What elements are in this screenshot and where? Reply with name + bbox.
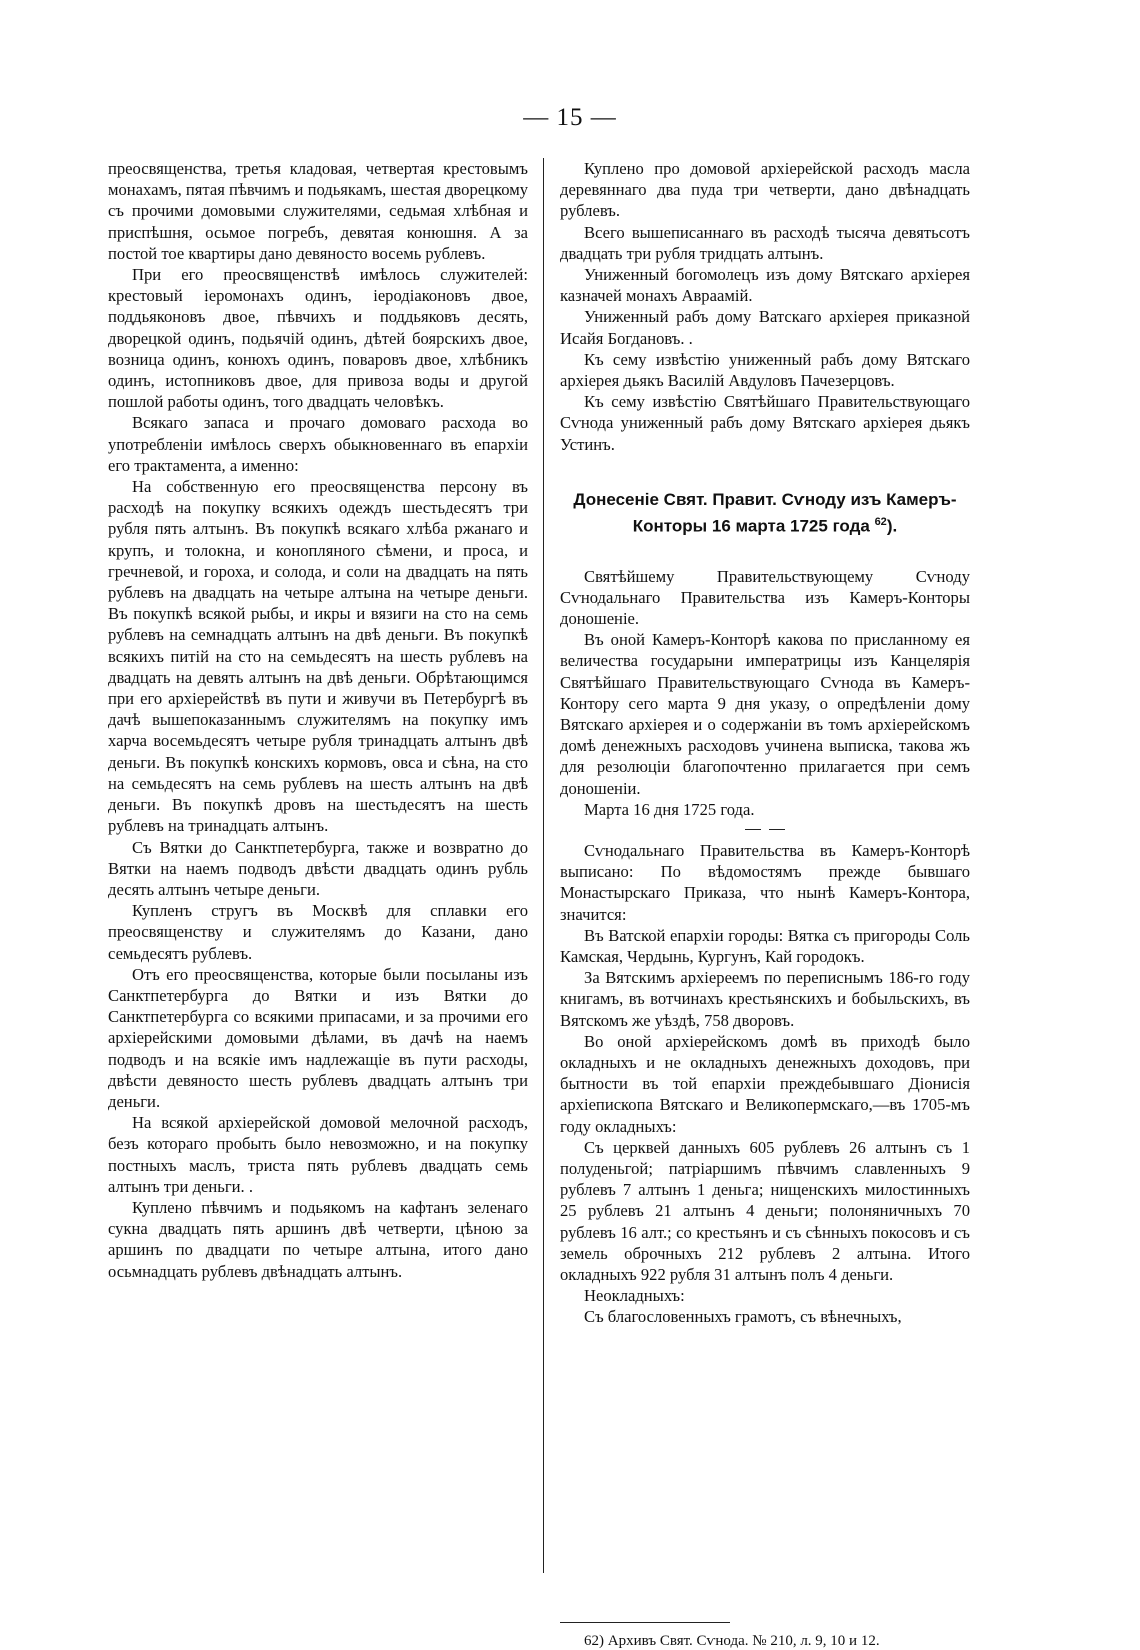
- paragraph: Въ Ватской епархіи городы: Вятка съ пригороды Соль Камская, Чердынь, Кургунъ, Кай городокъ.: [560, 925, 970, 966]
- paragraph: Во оной архіерейскомъ домѣ въ приходѣ было окладныхъ и не окладныхъ денежныхъ доходовъ, при бытности въ той епархіи преждебывшаго Діонисія архіепископа Вятскаго и Великопермскаго,—въ 1705-мъ году окладныхъ:: [560, 1031, 970, 1136]
- paragraph: преосвященства, третья кладовая, четвертая крестовымъ монахамъ, пятая пѣвчимъ и подьякамъ, шестая дворецкому съ прочими домовыми служителями, седьмая хлѣбная и приспѣшня, осьмое погребъ, девятая конюшня. А за постой тое квартиры дано девяносто восемь рублевъ.: [108, 159, 528, 263]
- section-separator: [745, 824, 785, 834]
- footnote-reference: 62: [874, 515, 887, 528]
- paragraph: Къ сему извѣстію Святѣйшаго Правительствующаго Сѵнода униженный рабъ дому Вятскаго архіерея дьякъ Устинъ.: [560, 392, 970, 454]
- paragraph: При его преосвященствѣ имѣлось служителей: крестовый іеромонахъ одинъ, іеродіаконовъ двое, поддьяконовъ двое, пѣвчихъ и поддьяковъ десять, дворецкой одинъ, подьячій одинъ, дѣтей боярскихъ двое, возница одинъ, конюхъ одинъ, поваровъ двое, хлѣбникъ одинъ, истопниковъ двое, для привоза воды и другой пошлой работы одинъ, того двадцать человѣкъ.: [108, 265, 528, 412]
- page-number: — 15 —: [523, 104, 617, 131]
- footnote: 62) Архивъ Свят. Сѵнода. № 210, л. 9, 10 и 12.: [584, 1633, 880, 1649]
- paragraph: Съ Вятки до Санктпетербурга, также и возвратно до Вятки на наемъ подводъ двѣсти двадцать одинъ рубль десять алтынъ четыре деньги.: [108, 837, 528, 899]
- paragraph: Купленъ стругъ въ Москвѣ для сплавки его преосвященству и служителямъ до Казани, дано семьдесятъ рублевъ.: [108, 901, 528, 963]
- paragraph: За Вятскимъ архіереемъ по переписнымъ 186-го году книгамъ, въ вотчинахъ крестьянскихъ и бобыльскихъ, въ Вятскомъ же уѣздѣ, 758 дворовъ.: [560, 968, 970, 1030]
- paragraph: На всякой архіерейской домовой мелочной расходъ, безъ котораго пробыть было невозможно, и на покупку постныхъ маслъ, триста пять рублевъ двадцать семь алтынъ три деньги. .: [108, 1113, 528, 1196]
- heading-line-1: Донесеніе Свят. Правит. Сѵноду изъ Камеръ-: [573, 489, 957, 509]
- column-divider: [543, 158, 544, 1573]
- paragraph: Всякаго запаса и прочаго домоваго расхода во употребленіи имѣлось сверхъ обыкновеннаго въ епархіи его трактамента, а именно:: [108, 413, 528, 475]
- paragraph: Куплено пѣвчимъ и подьякомъ на кафтанъ зеленаго сукна двадцать пять аршинъ двѣ четверти, цѣною за аршинъ по двадцати по четыре алтына, итого дано осьмнадцать рублевъ двѣнадцать алтынъ.: [108, 1197, 528, 1281]
- paragraph: Святѣйшему Правительствующему Сѵноду Сѵнодальнаго Правительства изъ Камеръ-Конторы доношеніе.: [560, 566, 970, 628]
- section-heading: [560, 489, 970, 538]
- paragraph: Къ сему извѣстію униженный рабъ дому Вятскаго архіерея дьякъ Василій Авдуловъ Пачезерцовъ.: [560, 349, 970, 391]
- paragraph: Въ оной Камеръ-Конторѣ какова по присланному ея величества государыни императрицы изъ Канцелярія Святѣйшаго Правительствующаго Сѵнода въ Камеръ-Контору сего марта 9 дня указу, о опредѣленіи дому Вятскаго архіерея и о содержаніи въ томъ архіерейскомъ домѣ денежныхъ расходовъ учинена выписка, такова жъ для резолюціи благопочтенно прилагается при семъ доношеніи.: [560, 630, 970, 798]
- heading-line-2: Конторы 16 марта 1725 года: [632, 516, 870, 536]
- paragraph: На собственную его преосвященства персону въ расходѣ на покупку всякихъ одеждъ шестьдесятъ три рубля пять алтынъ. Въ покупкѣ всякаго хлѣба ржанаго и крупъ, и толокна, и конопляного сѣмени, и проса, и гречневой, и гороха, и солода, и соли на двадцать на пять рублевъ на двадцать на четыре алтына на четыре деньги. Въ покупкѣ всякой рыбы, и икры и вязиги на сто на семь рублевъ на семнадцать алтынъ на двѣ деньги. Въ покупкѣ всякихъ питій на сто на семьдесятъ на шесть рублевъ на двадцать на девять алтынъ на двѣ деньги. Обрѣтающимся при его архіерействѣ въ пути и живучи въ Петербургѣ въ дачѣ вышепоказаннымъ служителямъ на покупку имъ харча восемьдесятъ четыре рубля тринадцать алтынъ двѣ деньги. Въ покупкѣ конскихъ кормовъ, овса и сѣна, на сто на семьдесятъ на семь рублевъ на шесть алтынъ на двѣ деньги. Въ покупкѣ дровъ на шестьдесятъ на шесть рублевъ на тринадцать алтынъ.: [108, 477, 528, 836]
- paragraph: Униженный богомолецъ изъ дому Вятскаго архіерея казначей монахъ Авраамій.: [560, 265, 970, 306]
- paragraph: Съ благословенныхъ грамотъ, съ вѣнечныхъ,: [584, 1307, 902, 1327]
- footnote-rule: [560, 1622, 730, 1623]
- paragraph: Марта 16 дня 1725 года.: [584, 799, 755, 819]
- paragraph: Куплено про домовой архіерейской расходъ масла деревяннаго два пуда три четверти, дано двѣнадцать рублевъ.: [560, 159, 970, 221]
- paragraph: Униженный рабъ дому Ватскаго архіерея приказной Исайя Богдановъ. .: [560, 307, 970, 348]
- left-column: [108, 158, 528, 1282]
- paragraph: Всего вышеписаннаго въ расходѣ тысяча девятьсотъ двадцать три рубля тридцать алтынъ.: [560, 222, 970, 263]
- paragraph: Съ церквей данныхъ 605 рублевъ 26 алтынъ съ 1 полуденьгой; патріаршимъ пѣвчимъ славленныхъ 9 рублевъ 7 алтынъ 1 деньга; нищенскихъ милостинныхъ 25 рублевъ 21 алтынъ 4 деньги; полоняничныхъ 70 рублевъ 16 алт.; со крестьянъ и съ сѣнныхъ покосовъ и съ земель оброчныхъ 212 рублевъ 2 алтына. Итого окладныхъ 922 рубля 31 алтынъ полъ 4 деньги.: [560, 1137, 970, 1284]
- paragraph: Сѵнодальнаго Правительства въ Камеръ-Конторѣ выписано: По вѣдомостямъ прежде бывшаго Монастырскаго Приказа, что нынѣ Камеръ-Контора, значится:: [560, 840, 970, 924]
- right-column: [560, 158, 970, 1328]
- paragraph: Неокладныхъ:: [584, 1286, 685, 1306]
- paragraph: Отъ его преосвященства, которые были посыланы изъ Санктпетербурга до Вятки и изъ Вятки до Санктпетербурга со всякими припасами, и за прочими его архіерейскими домовыми дѣлами, въ дачѣ на наемъ подводъ и на всякіе имъ надлежащіе въ пути расходы, двѣсти девяносто шесть рублевъ двадцать алтынъ три деньги.: [108, 964, 528, 1111]
- heading-tail: ).: [886, 516, 898, 536]
